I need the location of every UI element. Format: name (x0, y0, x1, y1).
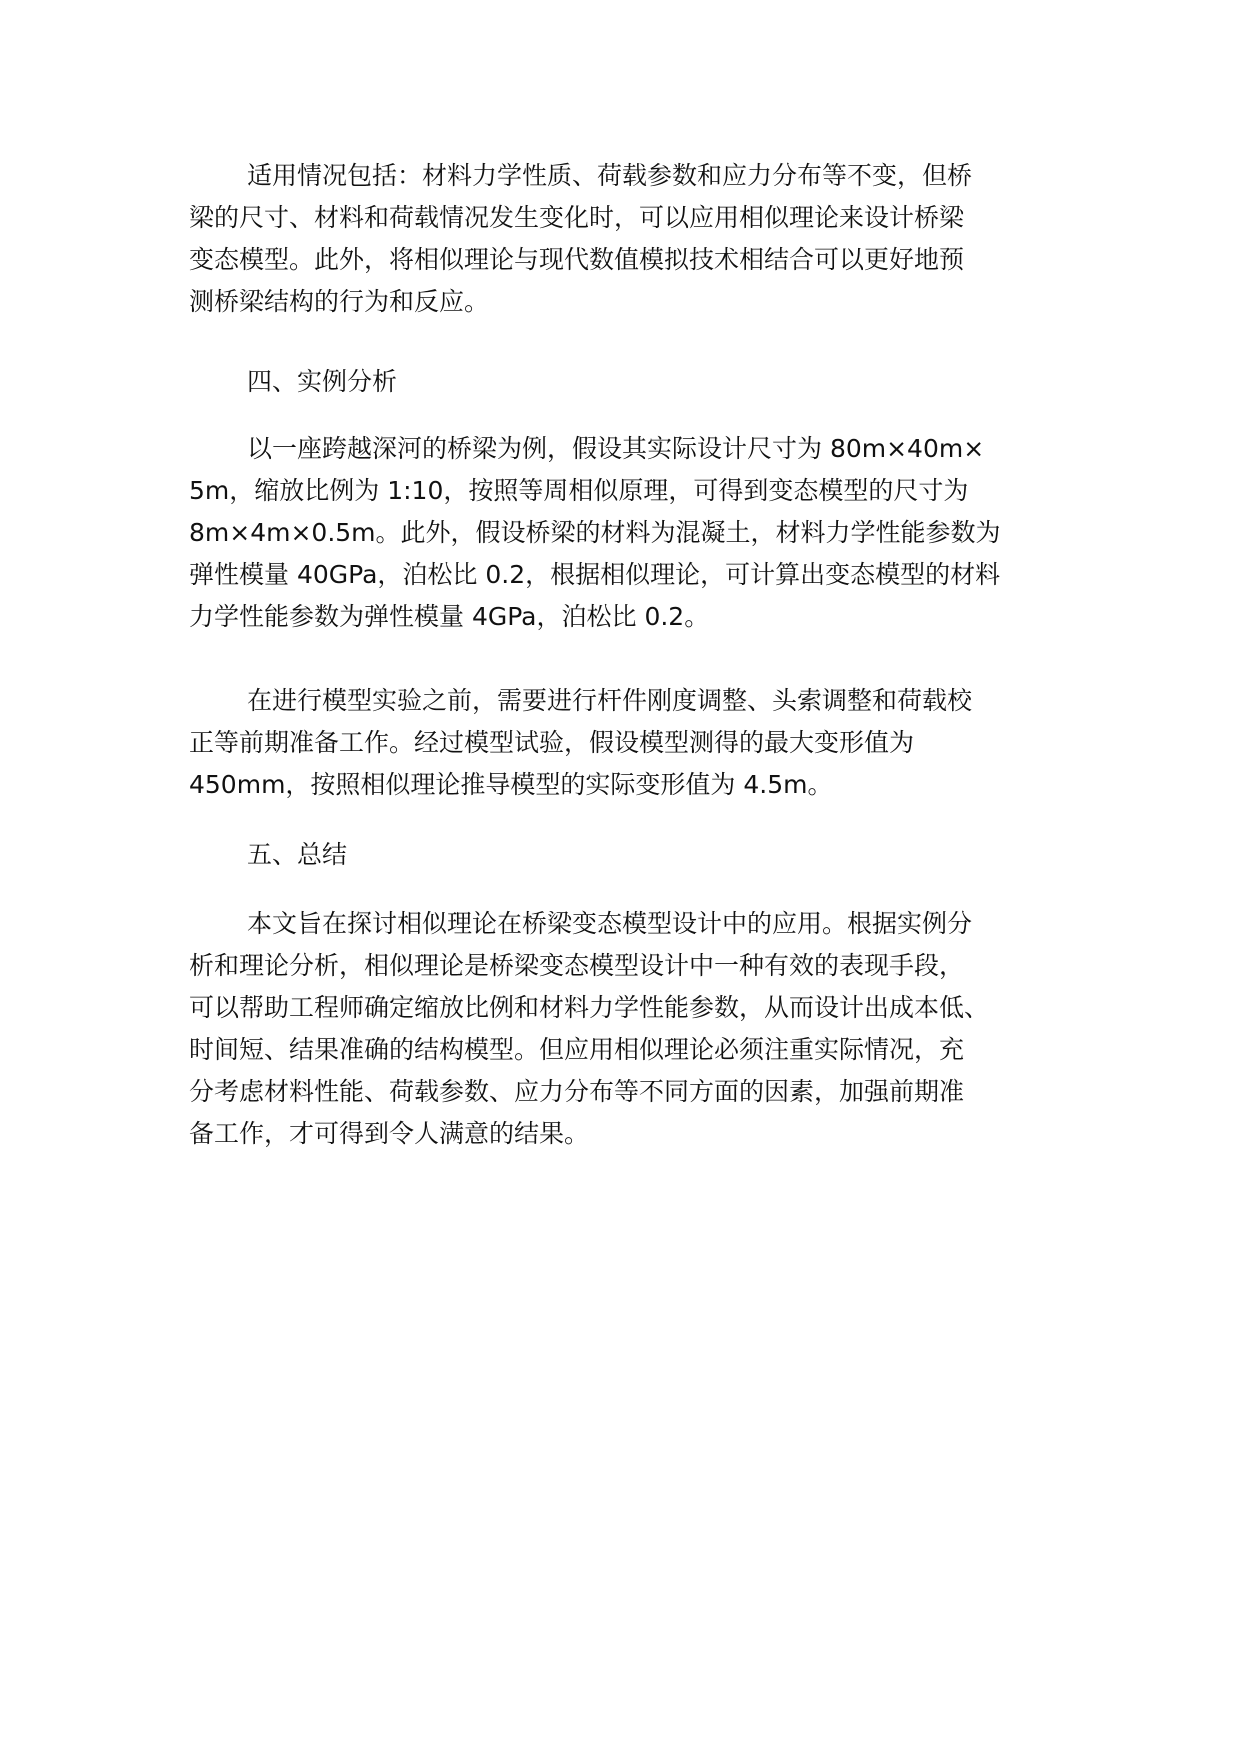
text-line: 析和理论分析，相似理论是桥梁变态模型设计中一种有效的表现手段， (189, 951, 965, 980)
section-heading-summary (189, 834, 1079, 876)
text-line: 本文旨在探讨相似理论在桥梁变态模型设计中的应用。根据实例分 (247, 909, 973, 938)
text-line: 力学性能参数为弹性模量 4GPa，泊松比 0.2。 (189, 602, 710, 631)
heading-text: 四、实例分析 (247, 367, 398, 396)
text-line: 时间短、结果准确的结构模型。但应用相似理论必须注重实际情况，充 (189, 1035, 965, 1064)
text-line: 梁的尺寸、材料和荷载情况发生变化时，可以应用相似理论来设计桥梁 (189, 203, 965, 232)
text-line: 分考虑材料性能、荷载参数、应力分布等不同方面的因素，加强前期准 (189, 1077, 965, 1106)
text-line: 450mm，按照相似理论推导模型的实际变形值为 4.5m。 (189, 770, 833, 799)
text-line: 可以帮助工程师确定缩放比例和材料力学性能参数，从而设计出成本低、 (189, 993, 990, 1022)
paragraph-summary (189, 903, 1079, 1155)
text-line: 在进行模型实验之前，需要进行杆件刚度调整、头索调整和荷载校 (247, 686, 973, 715)
text-line: 备工作，才可得到令人满意的结果。 (189, 1119, 590, 1148)
text-line: 测桥梁结构的行为和反应。 (189, 287, 490, 316)
paragraph-example-2 (189, 680, 1079, 806)
paragraph-example-1 (189, 428, 1079, 638)
text-line: 正等前期准备工作。经过模型试验，假设模型测得的最大变形值为 (189, 728, 915, 757)
text-line: 以一座跨越深河的桥梁为例，假设其实际设计尺寸为 80m×40m× (247, 434, 985, 463)
text-line: 变态模型。此外，将相似理论与现代数值模拟技术相结合可以更好地预 (189, 245, 965, 274)
text-line: 8m×4m×0.5m。此外，假设桥梁的材料为混凝土，材料力学性能参数为 (189, 518, 1001, 547)
text-line: 5m，缩放比例为 1:10，按照等周相似原理，可得到变态模型的尺寸为 (189, 476, 969, 505)
text-line: 适用情况包括：材料力学性质、荷载参数和应力分布等不变，但桥 (247, 161, 973, 190)
heading-text: 五、总结 (247, 840, 348, 869)
text-line: 弹性模量 40GPa，泊松比 0.2，根据相似理论，可计算出变态模型的材料 (189, 560, 1001, 589)
paragraph-applicability (189, 155, 1079, 323)
section-heading-example (189, 361, 1079, 403)
